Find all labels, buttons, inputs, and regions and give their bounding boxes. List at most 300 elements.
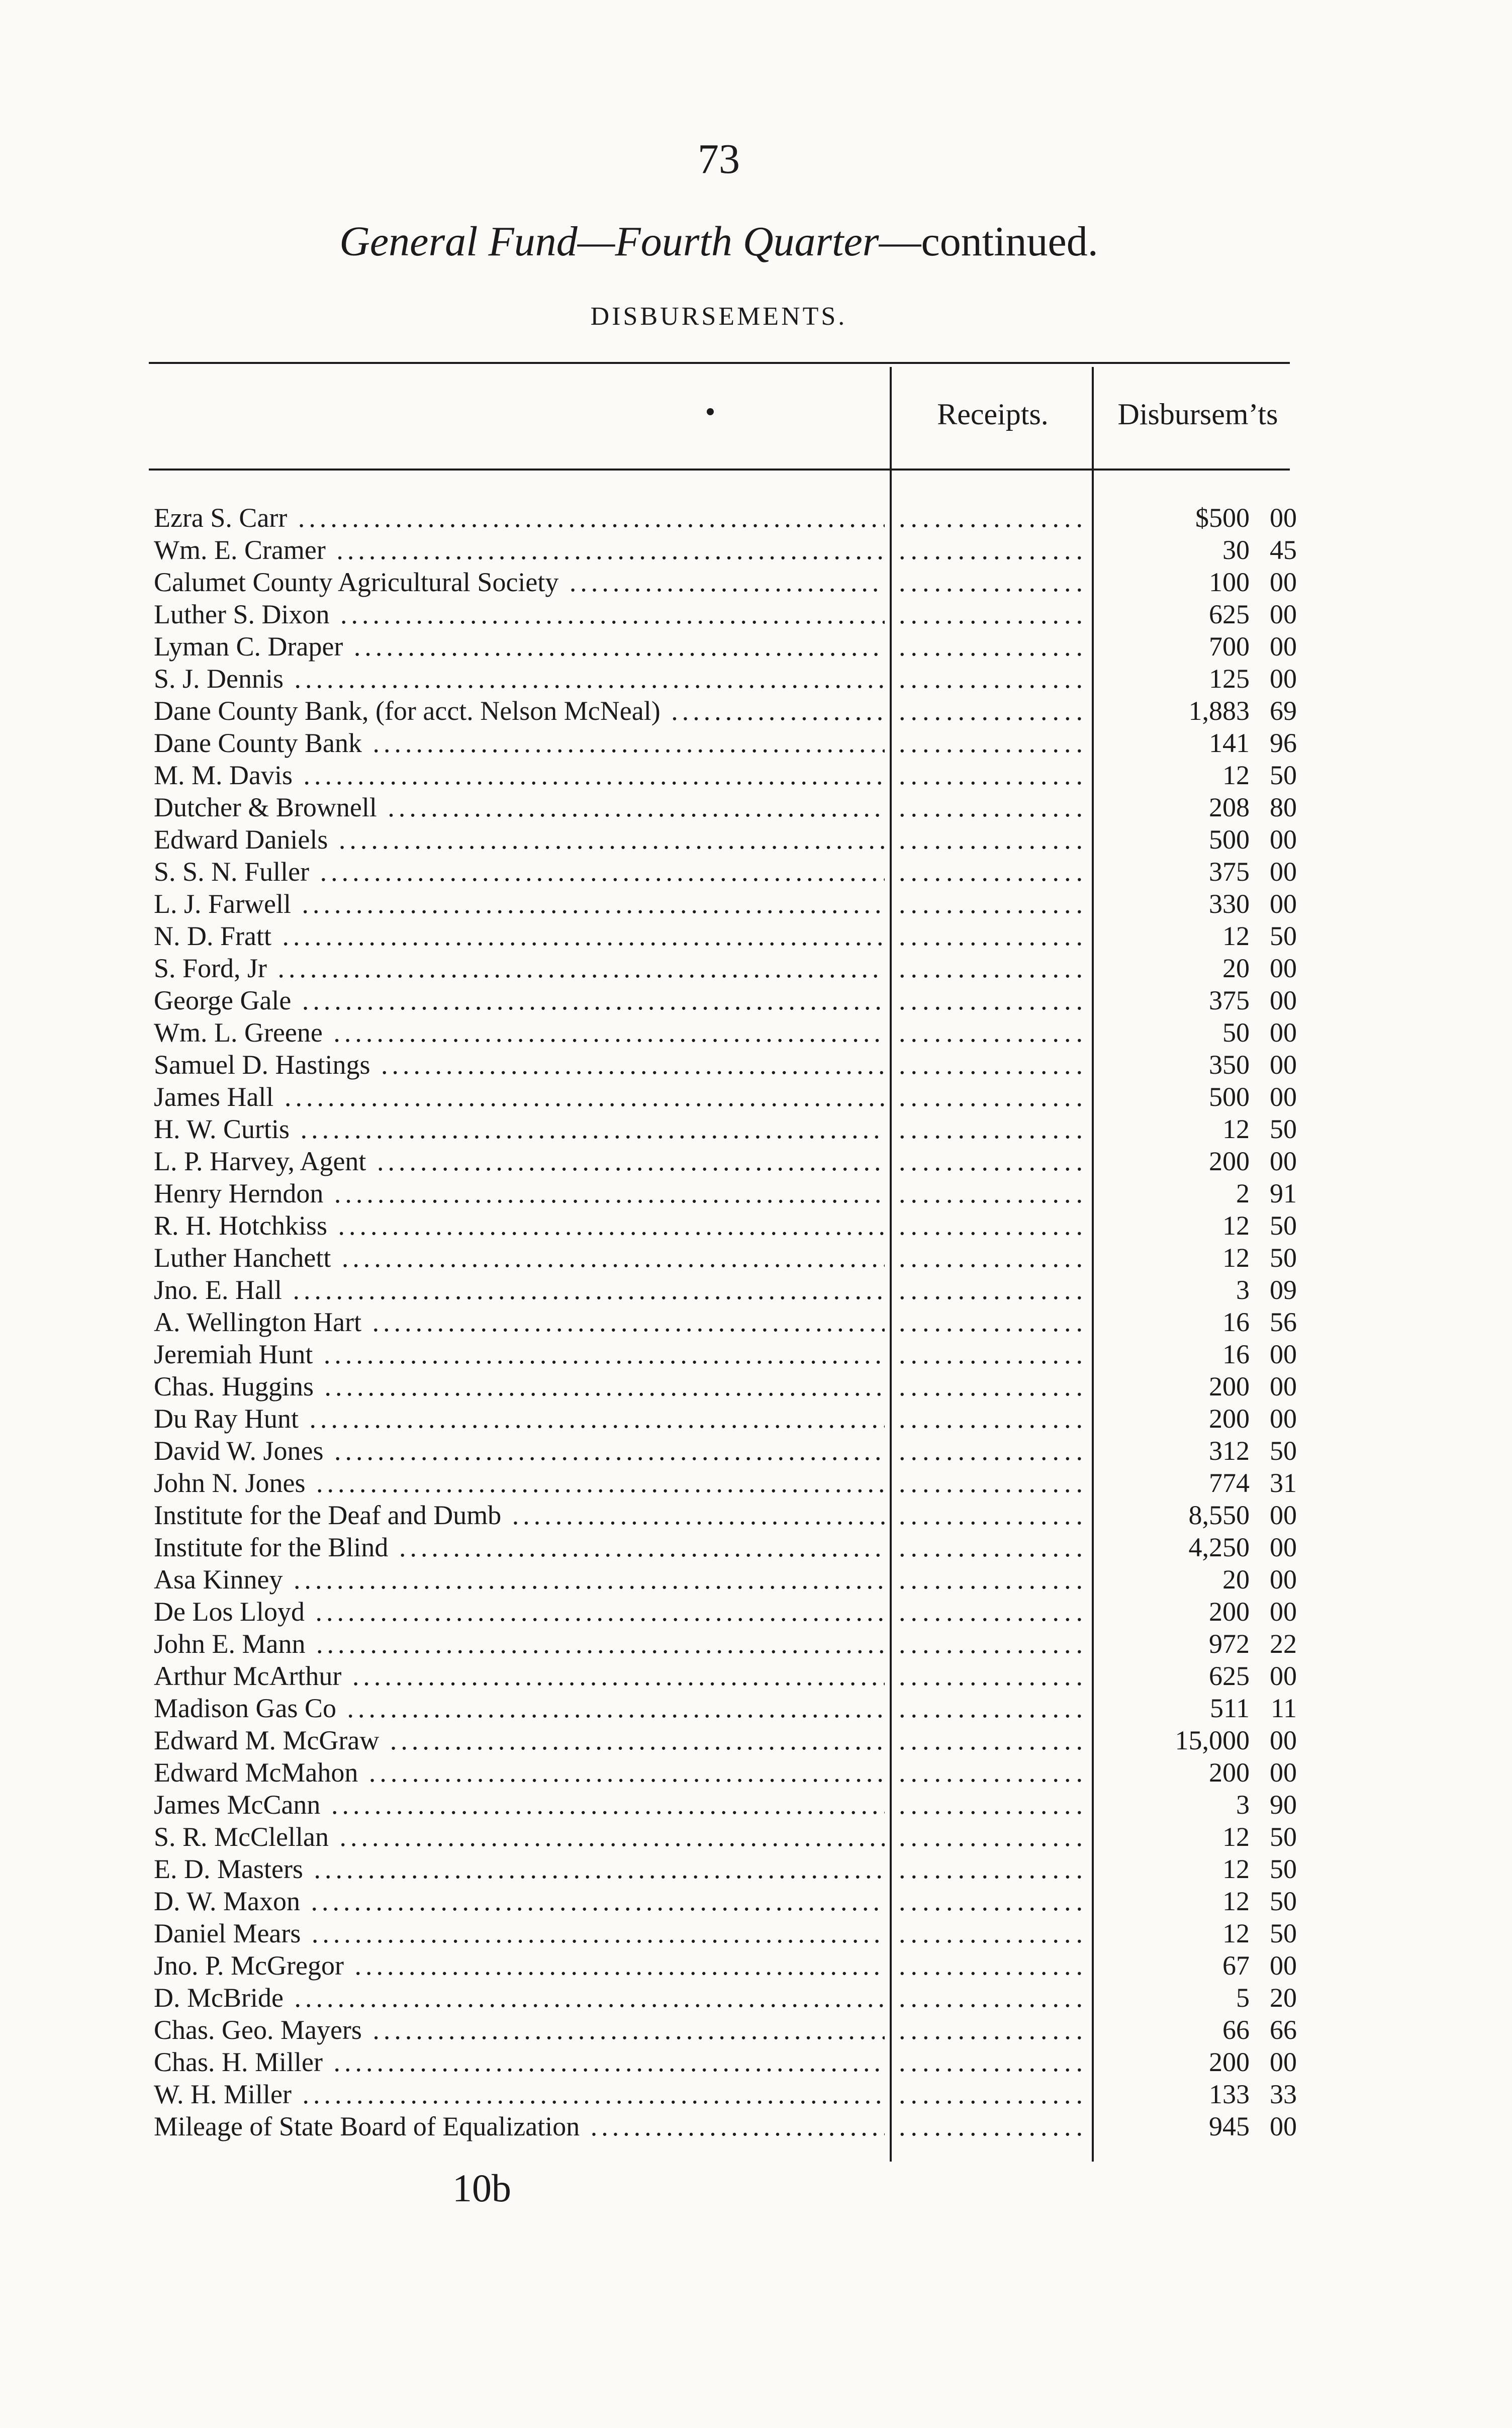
amount-dollars: 12 [1222, 1886, 1250, 1916]
disbursement-amount [1131, 2014, 1297, 2046]
table-row [0, 1596, 1512, 1628]
amount-cents: 00 [1270, 664, 1297, 694]
payee-name-text: H. W. Curtis [154, 1114, 290, 1144]
amount-cents: 11 [1271, 1693, 1297, 1723]
receipts-cell [899, 1917, 1083, 1949]
payee-name-text: D. McBride [154, 1983, 284, 2013]
amount-cents: 00 [1270, 1050, 1297, 1080]
amount-cents: 45 [1270, 535, 1297, 565]
receipts-cell [899, 1724, 1083, 1756]
payee-name [154, 1596, 885, 1628]
payee-name-text: Jno. P. McGregor [154, 1950, 344, 1981]
amount-dollars: 3 [1236, 1275, 1250, 1305]
disbursement-rows [0, 502, 1512, 2142]
disbursement-amount [1131, 1885, 1297, 1917]
amount-dollars: 16 [1222, 1339, 1250, 1369]
disbursement-amount [1131, 791, 1297, 823]
table-row [0, 534, 1512, 566]
payee-name-text: Edward McMahon [154, 1757, 358, 1788]
amount-dollars: 625 [1209, 599, 1250, 629]
disbursement-amount [1131, 1853, 1297, 1885]
amount-cents: 20 [1270, 1983, 1297, 2013]
payee-name [154, 534, 885, 566]
amount-dollars: 8,550 [1188, 1500, 1250, 1530]
table-row [0, 1435, 1512, 1467]
payee-name-text: Jeremiah Hunt [154, 1339, 313, 1369]
receipts-cell [899, 952, 1083, 984]
payee-name [154, 598, 885, 630]
payee-name [154, 2046, 885, 2078]
disbursement-amount [1131, 1724, 1297, 1756]
disbursement-amount [1131, 1338, 1297, 1370]
table-row [0, 1917, 1512, 1949]
amount-dollars: 700 [1209, 631, 1250, 662]
disbursement-amount [1131, 2078, 1297, 2110]
table-row [0, 856, 1512, 888]
amount-cents: 33 [1270, 2079, 1297, 2109]
table-row [0, 1853, 1512, 1885]
amount-cents: 50 [1270, 1854, 1297, 1884]
amount-dollars: 375 [1209, 985, 1250, 1015]
receipts-cell [899, 630, 1083, 663]
payee-name [154, 1982, 885, 2014]
amount-dollars: 511 [1210, 1693, 1250, 1723]
disbursement-amount [1131, 984, 1297, 1016]
receipts-cell [899, 695, 1083, 727]
amount-cents: 00 [1270, 857, 1297, 887]
table-row [0, 1113, 1512, 1145]
amount-cents: 00 [1270, 2111, 1297, 2141]
disbursement-amount [1131, 1949, 1297, 1982]
amount-dollars: 200 [1209, 1371, 1250, 1402]
amount-cents: 66 [1270, 2015, 1297, 2045]
table-row [0, 1499, 1512, 1531]
amount-dollars: 312 [1209, 1436, 1250, 1466]
payee-name-text: S. Ford, Jr [154, 953, 267, 983]
receipts-cell [899, 856, 1083, 888]
page-number: 73 [698, 136, 740, 182]
amount-cents: 00 [1270, 599, 1297, 629]
payee-name-text: Luther Hanchett [154, 1243, 331, 1273]
heading-plain: —continued. [879, 218, 1098, 265]
amount-dollars: 350 [1209, 1050, 1250, 1080]
amount-cents: 80 [1270, 792, 1297, 822]
amount-dollars: 100 [1209, 567, 1250, 597]
amount-dollars: 625 [1209, 1661, 1250, 1691]
table-row [0, 1049, 1512, 1081]
disbursement-amount [1131, 1982, 1297, 2014]
table-row [0, 502, 1512, 534]
amount-cents: 00 [1270, 985, 1297, 1015]
disbursement-amount [1131, 1467, 1297, 1499]
table-row [0, 727, 1512, 759]
payee-name [154, 1081, 885, 1113]
disbursement-amount [1131, 1499, 1297, 1531]
amount-dollars: 500 [1209, 824, 1250, 855]
header-bottom-rule [149, 469, 1290, 471]
payee-name [154, 1145, 885, 1177]
disbursement-amount [1131, 1756, 1297, 1789]
payee-name-text: W. H. Miller [154, 2079, 292, 2109]
payee-name-text: Institute for the Deaf and Dumb [154, 1500, 502, 1530]
amount-dollars: 30 [1222, 535, 1250, 565]
payee-name-text: Ezra S. Carr [154, 503, 288, 533]
payee-name [154, 1563, 885, 1596]
disbursement-amount [1131, 1306, 1297, 1338]
receipts-cell [899, 1242, 1083, 1274]
payee-name [154, 1177, 885, 1209]
disbursement-amount [1131, 952, 1297, 984]
amount-cents: 50 [1270, 1436, 1297, 1466]
amount-cents: 56 [1270, 1307, 1297, 1337]
payee-name [154, 759, 885, 791]
receipts-cell [899, 1049, 1083, 1081]
payee-name [154, 823, 885, 856]
amount-dollars: 200 [1209, 1404, 1250, 1434]
table-row [0, 1982, 1512, 2014]
payee-name [154, 791, 885, 823]
payee-name-text: Dutcher & Brownell [154, 792, 377, 822]
table-row [0, 630, 1512, 663]
amount-dollars: 133 [1209, 2079, 1250, 2109]
receipts-cell [899, 984, 1083, 1016]
payee-name-text: Chas. Geo. Mayers [154, 2015, 362, 2045]
disbursements-column-header: Disbursem’ts [1117, 398, 1278, 431]
disbursement-amount [1131, 1209, 1297, 1242]
table-row [0, 1370, 1512, 1403]
table-row [0, 1563, 1512, 1596]
amount-dollars: 12 [1222, 1918, 1250, 1948]
payee-name-text: S. J. Dennis [154, 664, 284, 694]
table-row [0, 984, 1512, 1016]
amount-cents: 00 [1270, 1725, 1297, 1755]
receipts-cell [899, 1531, 1083, 1563]
table-row [0, 2110, 1512, 2142]
payee-name-text: D. W. Maxon [154, 1886, 301, 1916]
payee-name-text: Lyman C. Draper [154, 631, 343, 662]
amount-dollars: 12 [1222, 1243, 1250, 1273]
receipts-cell [899, 534, 1083, 566]
table-row [0, 1821, 1512, 1853]
payee-name-text: R. H. Hotchkiss [154, 1210, 328, 1241]
payee-name-text: Luther S. Dixon [154, 599, 330, 629]
payee-name [154, 2110, 885, 2142]
payee-name [154, 1949, 885, 1982]
amount-cents: 50 [1270, 1114, 1297, 1144]
payee-name-text: A. Wellington Hart [154, 1307, 362, 1337]
amount-cents: 00 [1270, 1950, 1297, 1981]
amount-dollars: 15,000 [1175, 1725, 1250, 1755]
payee-name-text: John E. Mann [154, 1629, 306, 1659]
payee-name [154, 1242, 885, 1274]
receipts-cell [899, 1209, 1083, 1242]
amount-cents: 31 [1270, 1468, 1297, 1498]
receipts-cell [899, 759, 1083, 791]
amount-dollars: 200 [1209, 1146, 1250, 1176]
disbursement-amount [1131, 695, 1297, 727]
receipts-cell [899, 566, 1083, 598]
disbursement-amount [1131, 1177, 1297, 1209]
disbursement-amount [1131, 1274, 1297, 1306]
disbursement-amount [1131, 2046, 1297, 2078]
receipts-cell [899, 2110, 1083, 2142]
payee-name [154, 856, 885, 888]
disbursement-amount [1131, 1049, 1297, 1081]
payee-name [154, 1338, 885, 1370]
payee-name-text: Wm. E. Cramer [154, 535, 326, 565]
receipts-cell [899, 2046, 1083, 2078]
amount-dollars: 200 [1209, 1757, 1250, 1788]
payee-name [154, 1724, 885, 1756]
payee-name-text: Chas. Huggins [154, 1371, 314, 1402]
receipts-cell [899, 1274, 1083, 1306]
table-row [0, 695, 1512, 727]
receipts-cell [899, 1370, 1083, 1403]
section-title: DISBURSEMENTS. [590, 302, 847, 331]
payee-name-text: George Gale [154, 985, 292, 1015]
payee-name-text: Jno. E. Hall [154, 1275, 282, 1305]
disbursement-amount [1131, 1435, 1297, 1467]
payee-name [154, 888, 885, 920]
payee-name-text: Arthur McArthur [154, 1661, 342, 1691]
disbursement-amount [1131, 1016, 1297, 1049]
payee-name [154, 502, 885, 534]
payee-name [154, 2014, 885, 2046]
payee-name [154, 1853, 885, 1885]
disbursement-amount [1131, 1660, 1297, 1692]
table-row [0, 759, 1512, 791]
amount-cents: 00 [1270, 953, 1297, 983]
amount-dollars: 12 [1222, 921, 1250, 951]
amount-dollars: 12 [1222, 1854, 1250, 1884]
payee-name [154, 1917, 885, 1949]
amount-cents: 00 [1270, 1597, 1297, 1627]
amount-dollars: 972 [1209, 1629, 1250, 1659]
amount-cents: 00 [1270, 1757, 1297, 1788]
disbursement-amount [1131, 856, 1297, 888]
amount-cents: 50 [1270, 921, 1297, 951]
amount-dollars: 1,883 [1188, 696, 1250, 726]
payee-name-text: Dane County Bank [154, 728, 362, 758]
table-row [0, 2078, 1512, 2110]
amount-cents: 00 [1270, 1082, 1297, 1112]
receipts-cell [899, 1435, 1083, 1467]
table-row [0, 663, 1512, 695]
table-row [0, 1756, 1512, 1789]
receipts-cell [899, 823, 1083, 856]
amount-cents: 00 [1270, 567, 1297, 597]
amount-cents: 69 [1270, 696, 1297, 726]
disbursement-amount [1131, 888, 1297, 920]
receipts-cell [899, 1692, 1083, 1724]
amount-cents: 00 [1270, 1404, 1297, 1434]
receipts-cell [899, 1016, 1083, 1049]
payee-name [154, 1435, 885, 1467]
receipts-cell [899, 1660, 1083, 1692]
disbursement-amount [1131, 1403, 1297, 1435]
disbursement-amount [1131, 1370, 1297, 1403]
payee-name [154, 1789, 885, 1821]
receipts-cell [899, 1596, 1083, 1628]
amount-dollars: 2 [1236, 1178, 1250, 1208]
amount-dollars: 12 [1222, 1114, 1250, 1144]
table-top-rule [149, 362, 1290, 364]
amount-cents: 90 [1270, 1790, 1297, 1820]
amount-dollars: 67 [1222, 1950, 1250, 1981]
receipts-cell [899, 2078, 1083, 2110]
amount-dollars: 3 [1236, 1790, 1250, 1820]
payee-name-text: E. D. Masters [154, 1854, 303, 1884]
amount-cents: 50 [1270, 1886, 1297, 1916]
amount-dollars: 66 [1222, 2015, 1250, 2045]
disbursement-amount [1131, 823, 1297, 856]
disbursement-amount [1131, 630, 1297, 663]
table-row [0, 1531, 1512, 1563]
page-heading [0, 217, 1438, 266]
receipts-cell [899, 663, 1083, 695]
amount-cents: 22 [1270, 1629, 1297, 1659]
amount-cents: 50 [1270, 1918, 1297, 1948]
amount-cents: 00 [1270, 1146, 1297, 1176]
payee-name-text: David W. Jones [154, 1436, 324, 1466]
payee-name [154, 1885, 885, 1917]
table-row [0, 1628, 1512, 1660]
receipts-cell [899, 1113, 1083, 1145]
table-row [0, 1177, 1512, 1209]
receipts-column-header: Receipts. [937, 398, 1049, 431]
amount-cents: 00 [1270, 1532, 1297, 1562]
amount-dollars: 774 [1209, 1468, 1250, 1498]
amount-dollars: 330 [1209, 889, 1250, 919]
disbursement-amount [1131, 598, 1297, 630]
table-row [0, 1467, 1512, 1499]
disbursement-amount [1131, 1242, 1297, 1274]
receipts-cell [899, 1467, 1083, 1499]
amount-cents: 00 [1270, 1661, 1297, 1691]
amount-cents: 00 [1270, 1500, 1297, 1530]
receipts-cell [899, 1885, 1083, 1917]
receipts-cell [899, 598, 1083, 630]
table-row [0, 791, 1512, 823]
payee-name [154, 1274, 885, 1306]
receipts-cell [899, 1499, 1083, 1531]
receipts-cell [899, 1338, 1083, 1370]
table-row [0, 598, 1512, 630]
disbursement-amount [1131, 566, 1297, 598]
disbursement-amount [1131, 1531, 1297, 1563]
header-bullet [707, 408, 714, 415]
table-row [0, 1692, 1512, 1724]
receipts-cell [899, 502, 1083, 534]
payee-name [154, 1467, 885, 1499]
payee-name [154, 1531, 885, 1563]
disbursement-amount [1131, 1789, 1297, 1821]
amount-dollars: 500 [1209, 1082, 1250, 1112]
amount-cents: 96 [1270, 728, 1297, 758]
amount-cents: 00 [1270, 1339, 1297, 1369]
payee-name [154, 1628, 885, 1660]
payee-name-text: Mileage of State Board of Equalization [154, 2111, 580, 2141]
payee-name-text: L. J. Farwell [154, 889, 291, 919]
receipts-cell [899, 1145, 1083, 1177]
disbursement-amount [1131, 1692, 1297, 1724]
amount-dollars: 141 [1209, 728, 1250, 758]
payee-name-text: M. M. Davis [154, 760, 293, 790]
disbursement-amount [1131, 1821, 1297, 1853]
amount-dollars: 375 [1209, 857, 1250, 887]
payee-name [154, 984, 885, 1016]
payee-name-text: John N. Jones [154, 1468, 306, 1498]
receipts-cell [899, 1628, 1083, 1660]
disbursement-amount [1131, 663, 1297, 695]
payee-name-text: Dane County Bank, (for acct. Nelson McNeal) [154, 696, 660, 726]
amount-dollars: 50 [1222, 1017, 1250, 1048]
disbursement-amount [1131, 1628, 1297, 1660]
disbursement-amount [1131, 920, 1297, 952]
disbursement-amount [1131, 1113, 1297, 1145]
payee-name-text: Wm. L. Greene [154, 1017, 323, 1048]
payee-name-text: S. S. N. Fuller [154, 857, 310, 887]
amount-cents: 50 [1270, 1822, 1297, 1852]
table-row [0, 1660, 1512, 1692]
table-row [0, 566, 1512, 598]
payee-name [154, 1660, 885, 1692]
receipts-cell [899, 1306, 1083, 1338]
disbursement-amount [1131, 1081, 1297, 1113]
payee-name [154, 630, 885, 663]
payee-name [154, 1049, 885, 1081]
amount-cents: 09 [1270, 1275, 1297, 1305]
table-row [0, 1274, 1512, 1306]
payee-name [154, 952, 885, 984]
payee-name-text: Edward M. McGraw [154, 1725, 380, 1755]
payee-name-text: Asa Kinney [154, 1564, 283, 1595]
amount-dollars: 12 [1222, 1822, 1250, 1852]
amount-cents: 00 [1270, 889, 1297, 919]
payee-name-text: S. R. McClellan [154, 1822, 329, 1852]
payee-name-text: James McCann [154, 1790, 321, 1820]
receipts-cell [899, 1756, 1083, 1789]
payee-name-text: James Hall [154, 1082, 274, 1112]
payee-name [154, 566, 885, 598]
disbursement-amount [1131, 534, 1297, 566]
table-row [0, 1016, 1512, 1049]
payee-name [154, 1370, 885, 1403]
payee-name [154, 1821, 885, 1853]
amount-dollars: 20 [1222, 1564, 1250, 1595]
receipts-cell [899, 791, 1083, 823]
table-row [0, 1724, 1512, 1756]
heading-italic: General Fund—Fourth Quarter [339, 218, 879, 265]
table-row [0, 920, 1512, 952]
amount-dollars: 12 [1222, 760, 1250, 790]
amount-dollars: 125 [1209, 664, 1250, 694]
amount-dollars: 208 [1209, 792, 1250, 822]
amount-cents: 50 [1270, 760, 1297, 790]
receipts-cell [899, 1982, 1083, 2014]
table-row [0, 1403, 1512, 1435]
receipts-cell [899, 1949, 1083, 1982]
table-row [0, 2046, 1512, 2078]
disbursement-amount [1131, 759, 1297, 791]
table-row [0, 1885, 1512, 1917]
table-row [0, 888, 1512, 920]
payee-name-text: Institute for the Blind [154, 1532, 389, 1562]
amount-dollars: 16 [1222, 1307, 1250, 1337]
disbursement-amount [1131, 1145, 1297, 1177]
payee-name [154, 1113, 885, 1145]
amount-cents: 00 [1270, 1564, 1297, 1595]
